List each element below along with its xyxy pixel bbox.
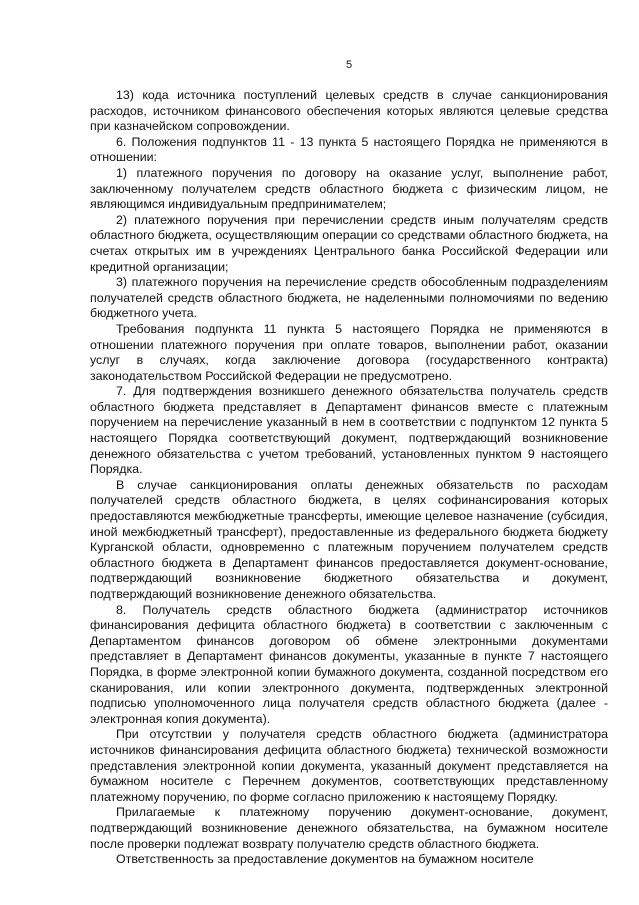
paragraph-item-8: 8. Получатель средств областного бюджета (администратор источников финансирования дефицита областного бюджета) в соответствии с заключенным с Департаментом финансов договором об обмене электронными документами представляет в Департамент финансов документы, указанные в пункте 7 настоящего Порядка, в форме электронной копии бумажного документа, созданной посредством его сканирования, или копии электронного документа, подтвержденных электронной подписью уполномоченного лица получателя средств областного бюджета (далее - электронная копия документа). (90, 602, 608, 726)
paragraph-item-6: 6. Положения подпунктов 11 - 13 пункта 5 настоящего Порядка не применяются в отношении: (90, 134, 608, 165)
paragraph-no-technical-capability: При отсутствии у получателя средств областного бюджета (администратора источников финансирования дефицита областного бюджета) технической возможности представления электронной копии документа, указанный документ представляется на бумажном носителе с Перечнем документов, соответствующих представленному платежному поручению, по форме согласно приложению к настоящему Порядку. (90, 727, 608, 804)
paragraph-cofinancing: В случае санкционирования оплаты денежных обязательств по расходам получателей средств областного бюджета, в целях софинансирования которых предоставляются межбюджетные трансферты, имеющие целевое назначение (субсидия, иной межбюджетный трансферт), предоставленные из федерального бюджета бюджету Курганской области, одновременно с платежным поручением получателем средств областного бюджета в Департамент финансов предоставляется документ-основание, подтверждающий возникновение бюджетного обязательства и документ, подтверждающий возникновение денежного обязательства. (90, 477, 608, 601)
page-number: 5 (345, 59, 353, 71)
paragraph-requirements: Требования подпункта 11 пункта 5 настоящего Порядка не применяются в отношении платежного поручения при оплате товаров, выполнении работ, оказании услуг в случаях, когда заключение договора (государственного контракта) законодательством Российской Федерации не предусмотрено. (90, 321, 608, 383)
paragraph-responsibility: Ответственность за предоставление документов на бумажном носителе (116, 852, 534, 867)
paragraph-item-6-subitem-3: 3) платежного поручения на перечисление средств обособленным подразделениям получателей средств областного бюджета, не наделенными полномочиями по ведению бюджетного учета. (90, 275, 608, 321)
document-page (90, 58, 608, 868)
paragraph-item-7: 7. Для подтверждения возникшего денежного обязательства получатель средств областного бюджета представляет в Департамент финансов вместе с платежным поручением на перечисление указанный в нем в соответствии с подпунктом 12 пункта 5 настоящего Порядка соответствующий документ, подтверждающий возникновение денежного обязательства с учетом требований, установленных пунктом 9 настоящего Порядка. (90, 384, 608, 477)
paragraph-item-6-subitem-2: 2) платежного поручения при перечислении средств иным получателям средств областного бюджета, осуществляющим операции со средствами областного бюджета, на счетах открытых им в учреждениях Центрального банка Российской Федерации или кредитной организации; (90, 212, 608, 274)
paragraph-subitem-13: 13) кода источника поступлений целевых средств в случае санкционирования расходов, источником финансового обеспечения которых являются целевые средства при казначейском сопровождении. (90, 88, 608, 134)
paragraph-item-6-subitem-1: 1) платежного поручения по договору на оказание услуг, выполнение работ, заключенному получателем средств областного бюджета с физическим лицом, не являющимся индивидуальным предпринимателем; (90, 165, 608, 212)
paragraph-attached-documents: Прилагаемые к платежному поручению документ-основание, документ, подтверждающий возникновение денежного обязательства, на бумажном носителе после проверки подлежат возврату получателю средств областного бюджета. (90, 805, 608, 851)
